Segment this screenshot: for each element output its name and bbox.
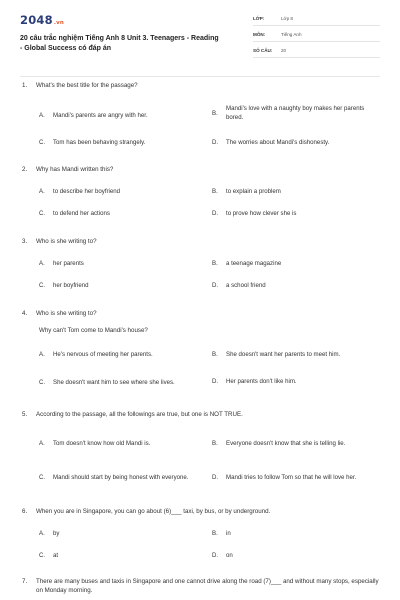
- meta-panel: [253, 12, 380, 60]
- option-text: to defend her actions: [53, 210, 110, 217]
- meta-label: MÔN:: [253, 32, 266, 37]
- option-text: to explain a problem: [226, 188, 281, 195]
- option-text: at: [53, 552, 59, 559]
- option-text: Mandi tries to follow Tom so that he will love her.: [226, 473, 357, 481]
- option-3d[interactable]: [212, 281, 382, 290]
- option-text: Tom has been behaving strangely.: [53, 139, 146, 146]
- question-2: [22, 165, 382, 174]
- question-number: 2.: [22, 166, 28, 173]
- question-4: [22, 309, 382, 318]
- option-4c[interactable]: [39, 372, 197, 392]
- option-text: Mandi should start by being honest with everyone.: [53, 473, 189, 481]
- question-number: 7.: [22, 578, 28, 585]
- option-letter: B.: [212, 530, 218, 537]
- option-text: by: [53, 530, 60, 537]
- option-letter: A.: [39, 188, 45, 195]
- option-text: He's nervous of meeting her parents.: [53, 351, 153, 358]
- option-letter: C.: [39, 210, 46, 217]
- option-1c[interactable]: [39, 138, 197, 147]
- option-text: a teenage magazine: [226, 260, 282, 267]
- question-text: According to the passage, all the followings are true, but one is NOT TRUE.: [36, 411, 243, 418]
- question-7: [22, 577, 382, 595]
- meta-value: Lớp 8: [281, 16, 293, 21]
- option-letter: D.: [212, 473, 219, 481]
- option-letter: A.: [39, 351, 45, 358]
- option-2a[interactable]: [39, 187, 197, 196]
- option-text: a school friend: [226, 282, 266, 289]
- option-text: She doesn't want her parents to meet him.: [226, 351, 341, 358]
- option-letter: D.: [212, 552, 219, 559]
- question-text: Why has Mandi written this?: [36, 166, 114, 173]
- option-1b[interactable]: [212, 103, 382, 123]
- question-5: [22, 410, 382, 419]
- option-text: to describe her boyfriend: [53, 188, 121, 195]
- option-text: her boyfriend: [53, 282, 89, 289]
- option-letter: C.: [39, 282, 46, 289]
- option-letter: B.: [212, 351, 218, 358]
- option-letter: C.: [39, 473, 46, 481]
- option-letter: C.: [39, 552, 46, 559]
- meta-label: SỐ CÂU:: [253, 48, 273, 53]
- option-5b[interactable]: [212, 433, 382, 453]
- option-letter: C.: [39, 139, 46, 146]
- option-text: Her parents don't like him.: [226, 378, 297, 385]
- logo-suffix: .vn: [53, 20, 65, 26]
- option-letter: A.: [39, 530, 45, 537]
- option-letter: D.: [212, 139, 219, 146]
- option-letter: B.: [212, 439, 218, 447]
- meta-label: LỚP:: [253, 16, 265, 21]
- question-4-subtext: [39, 326, 379, 335]
- question-number: 5.: [22, 411, 28, 418]
- meta-row-subject: [253, 28, 380, 42]
- option-letter: A.: [39, 111, 45, 119]
- option-2d[interactable]: [212, 209, 382, 218]
- question-3: [22, 237, 382, 246]
- option-text: in: [226, 530, 231, 537]
- question-subtext: Why can't Tom come to Mandi's house?: [39, 327, 148, 334]
- option-1a[interactable]: [39, 106, 197, 124]
- option-4d[interactable]: [212, 377, 382, 386]
- document-header: [0, 0, 400, 74]
- logo-main: 2048: [20, 13, 53, 27]
- option-6c[interactable]: [39, 551, 197, 560]
- option-text: Mandi's parents are angry with her.: [53, 111, 148, 119]
- option-letter: A.: [39, 260, 45, 267]
- option-5a[interactable]: [39, 439, 197, 448]
- question-text: When you are in Singapore, you can go about (6)___ taxi, by bus, or by underground.: [36, 508, 271, 515]
- document-title: 20 câu trắc nghiệm Tiếng Anh 8 Unit 3. Teenagers - Reading - Global Success có đáp án: [20, 35, 219, 52]
- question-number: 4.: [22, 310, 28, 317]
- meta-row-count: [253, 44, 380, 58]
- question-text: Who is she writing to?: [36, 310, 97, 317]
- option-1d[interactable]: [212, 138, 382, 147]
- option-6b[interactable]: [212, 529, 382, 538]
- question-text: Who is she writing to?: [36, 238, 97, 245]
- option-3a[interactable]: [39, 259, 197, 268]
- question-number: 6.: [22, 508, 28, 515]
- option-letter: A.: [39, 440, 45, 447]
- option-6d[interactable]: [212, 551, 382, 560]
- header-divider: [20, 76, 380, 77]
- question-text: There are many buses and taxis in Singapore and one cannot drive along the road (7)___ and without many stops, especially on Monday morning.: [36, 578, 379, 594]
- option-text: She doesn't want him to see where she lives.: [53, 378, 175, 386]
- option-2c[interactable]: [39, 209, 197, 218]
- option-letter: B.: [212, 260, 218, 267]
- question-number: 1.: [22, 82, 28, 89]
- option-4a[interactable]: [39, 350, 197, 359]
- option-5c[interactable]: [39, 467, 197, 487]
- option-text: Mandi's love with a naughty boy makes her parents bored.: [226, 105, 365, 121]
- site-logo[interactable]: [20, 13, 64, 27]
- option-4b[interactable]: [212, 350, 382, 359]
- option-text: Tom doesn't know how old Mandi is.: [53, 440, 151, 447]
- meta-value: 20: [281, 48, 287, 53]
- meta-value: Tiếng Anh: [281, 32, 302, 37]
- option-text: on: [226, 552, 233, 559]
- question-6: [22, 507, 382, 516]
- option-text: to prove how clever she is: [226, 210, 297, 217]
- option-3b[interactable]: [212, 259, 382, 268]
- option-5d[interactable]: [212, 467, 382, 487]
- option-text: Everyone doesn't know that she is telling lie.: [226, 439, 346, 447]
- option-letter: B.: [212, 109, 218, 117]
- option-text: The worries about Mandi's dishonesty.: [226, 139, 330, 146]
- meta-row-class: [253, 12, 380, 26]
- question-number: 3.: [22, 238, 28, 245]
- option-text: her parents: [53, 260, 84, 267]
- option-3c[interactable]: [39, 281, 197, 290]
- option-letter: D.: [212, 282, 219, 289]
- question-text: What's the best title for the passage?: [36, 82, 138, 89]
- option-2b[interactable]: [212, 187, 382, 196]
- question-1: [22, 81, 382, 90]
- option-letter: D.: [212, 210, 219, 217]
- option-letter: B.: [212, 188, 218, 195]
- option-6a[interactable]: [39, 529, 197, 538]
- option-letter: C.: [39, 378, 46, 386]
- option-letter: D.: [212, 378, 219, 385]
